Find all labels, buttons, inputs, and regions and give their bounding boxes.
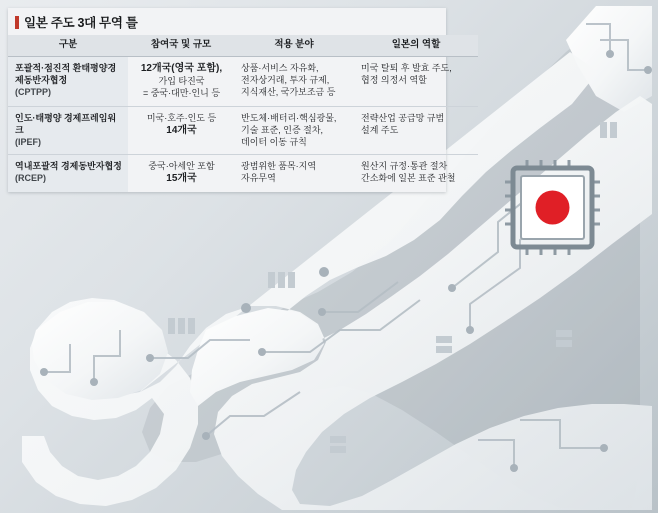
column-header-japan-role: 일본의 역할 [354,35,478,56]
trade-framework-panel [8,8,456,192]
scope-line-1: 반도체·배터리·핵심광물, [241,112,337,123]
members-line-1: 12개국(영국 포함), [140,62,223,74]
row-scope-rcep [234,155,354,192]
page-title: 일본 주도 3대 무역 틀 [24,16,138,30]
column-header-scope: 적용 분야 [234,35,354,56]
role-line-2: 간소화에 일본 표준 관철 [361,173,456,184]
scope-line-2: 전자상거래, 투자 규제, [241,74,330,85]
title-accent-bar [15,16,19,29]
members-line-2: 15개국 [166,173,197,185]
scope-line-2: 자유무역 [241,173,276,184]
members-line-1: 미국·호주·인도 등 [146,112,217,123]
row-name-text: 포괄적·점진적 환태평양경제동반자협정 [15,62,117,85]
row-name-text: 인도·태평양 경제프레임워크 [15,112,117,135]
japan-flag-microchip [505,160,600,255]
row-role-rcep [354,155,478,192]
row-name-rcep [8,155,128,192]
row-role-cptpp [354,56,478,106]
scope-line-3: 데이터 이동 규칙 [241,136,307,147]
row-name-abbr: (RCEP) [15,173,46,184]
trade-framework-table [8,35,478,192]
scope-line-1: 상품·서비스 자유화, [241,62,319,73]
row-scope-cptpp [234,56,354,106]
scope-line-3: 지식재산, 국가보조금 등 [241,87,336,98]
column-header-members: 참여국 및 규모 [128,35,234,56]
members-line-3: = 중국·대만·인니 등 [142,88,221,99]
panel-title [8,8,446,35]
row-name-abbr: (IPEF) [15,136,41,147]
table-row [8,155,478,192]
scope-line-1: 광범위한 품목·지역 [241,161,317,172]
row-scope-ipef [234,106,354,154]
role-line-1: 전략산업 공급망 규범 [361,112,445,123]
row-role-ipef [354,106,478,154]
row-name-cptpp [8,56,128,106]
table-header-row [8,35,478,56]
row-name-ipef [8,106,128,154]
table-row [8,106,478,154]
row-name-abbr: (CPTPP) [15,87,51,98]
row-name-text: 역내포괄적 경제동반자협정 [15,161,122,172]
role-line-1: 미국 탈퇴 후 발효 주도, [361,62,452,73]
role-line-2: 협정 의정서 역할 [361,74,427,85]
members-line-2: 14개국 [166,124,197,136]
column-header-category: 구분 [8,35,128,56]
row-members-ipef [128,106,234,154]
table-row [8,56,478,106]
scope-line-2: 기술 표준, 인증 절차, [241,124,324,135]
row-members-cptpp [128,56,234,106]
row-members-rcep [128,155,234,192]
role-line-1: 원산지 규정·통관 절차 [361,161,448,172]
members-line-1: 중국·아세안 포함 [148,161,215,172]
members-line-2: 가입 타진국 [158,76,205,87]
role-line-2: 설계 주도 [361,124,399,135]
